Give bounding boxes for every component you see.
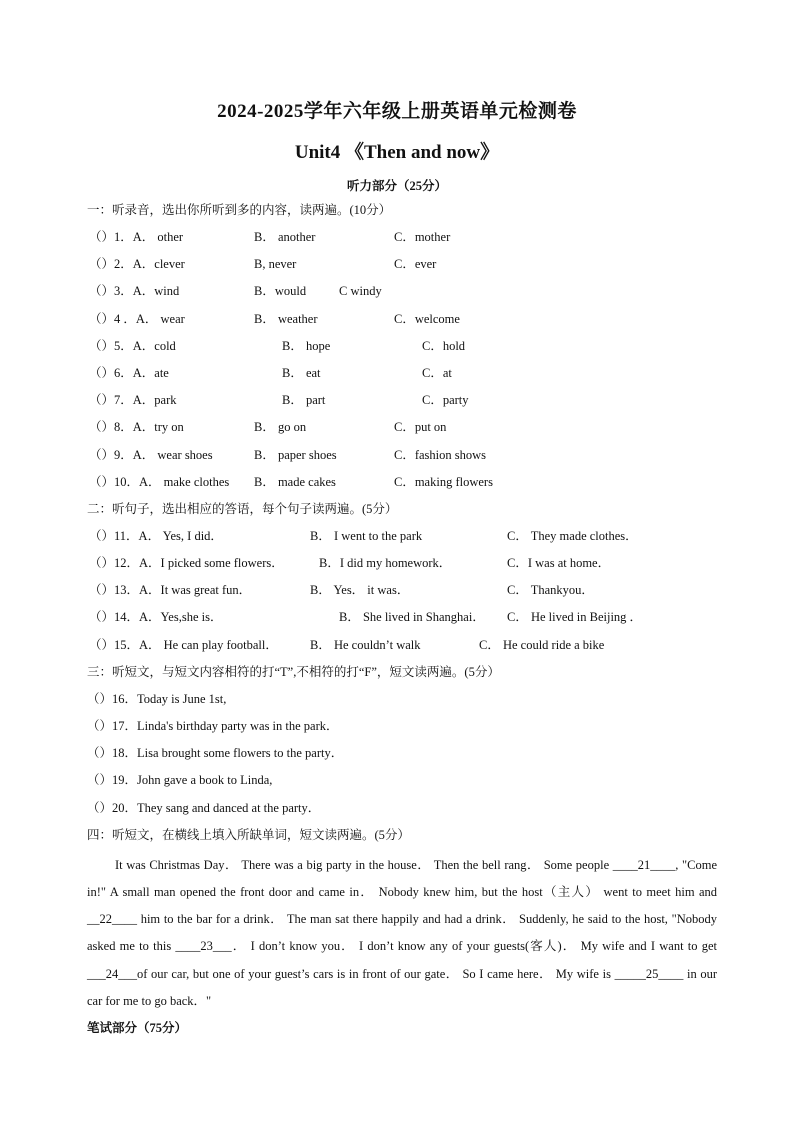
question-option-b: B． eat	[282, 365, 321, 380]
written-part-heading: 笔试部分（75分）	[87, 1021, 188, 1035]
question-row	[87, 336, 717, 363]
question-option-b: B． go on	[254, 420, 307, 435]
question-row	[87, 363, 717, 390]
question-option-a: （）8．A．try on	[89, 420, 184, 435]
question-option-b: B． made cakes	[254, 474, 336, 489]
question-option-b: B, never	[254, 257, 297, 272]
question-row	[87, 553, 717, 580]
question-option-b: B． paper shoes	[254, 447, 337, 462]
section-1-heading: 一：听录音，选出你所听到多的内容，读两遍。(10分）	[87, 203, 392, 217]
exam-content	[87, 200, 717, 1015]
question-option-c: C．fashion shows	[394, 447, 487, 462]
listening-part-heading: 听力部分（25分）	[346, 179, 447, 193]
question-option-b: B． part	[282, 393, 326, 408]
question-row	[87, 254, 717, 281]
question-option-c: C．welcome	[394, 311, 460, 326]
question-option-a: （）15．A． He can play football．	[89, 637, 278, 652]
question-row	[87, 227, 717, 254]
question-option-b: B． She lived in Shanghai．	[339, 610, 485, 625]
question-row	[87, 445, 717, 472]
question-option-c: C． He lived in Beijing ．	[507, 610, 643, 625]
question-option-b: B． I went to the park	[310, 528, 423, 543]
unit-title: Unit4 《Then and now》	[294, 142, 500, 163]
statement-row: （）17．Linda's birthday party was in the park．	[87, 719, 339, 733]
statement-row: （）19．John gave a book to Linda,	[87, 773, 273, 788]
question-option-b: B． weather	[254, 311, 318, 326]
question-option-c: C．hold	[422, 338, 466, 353]
question-option-a: （）13．A．It was great fun．	[89, 583, 252, 598]
statement-row: （）18．Lisa brought some flowers to the party．	[87, 746, 344, 761]
question-row	[87, 526, 717, 553]
question-option-b: B．would	[254, 284, 307, 299]
question-option-c: C．making flowers	[394, 474, 493, 489]
question-row	[87, 309, 717, 336]
statement-row: （）16．Today is June 1st,	[87, 691, 227, 706]
question-option-c: C．put on	[394, 420, 447, 435]
question-option-a: （）7．A．park	[89, 393, 177, 408]
section-3-heading: 三：听短文，与短文内容相符的打“T”,不相符的打“F”，短文读两遍。(5分）	[87, 664, 500, 679]
question-option-b: B． Yes． it was．	[310, 583, 410, 598]
question-row	[87, 417, 717, 444]
question-option-a: （）12．A．I picked some flowers．	[89, 556, 284, 571]
question-option-b: B．I did my homework．	[319, 556, 452, 571]
question-option-a: （）1．A． other	[89, 230, 184, 244]
question-option-a: （）3．A．wind	[89, 284, 180, 299]
document-title: 2024-2025学年六年级上册英语单元检测卷	[217, 101, 577, 122]
question-option-b: B． hope	[282, 338, 331, 353]
question-option-a: （）6．A．ate	[89, 365, 169, 380]
statement-row: （）20．They sang and danced at the party．	[87, 800, 321, 815]
cloze-passage: It was Christmas Day． There was a big party in the house． Then the bell rang． Some people ____21____, "Come in!" A small man opened the front door and came in． Nobody knew him, but the host（主人） went to meet him and __22____ him to the bar for a drink． The man sat there happily and had a drink． Suddenly, he said to the host, "Nobody asked me to this ____23___． I don’t know you． I don’t know any of your guests(客人)． My wife and I want to get ___24___of our car, but one of your guest’s cars is in front of our gate． So I came here． My wife is _____25____ in our car for me to go back．"	[87, 857, 717, 1008]
question-row	[87, 472, 717, 499]
section-4-heading: 四：听短文，在横线上填入所缺单词，短文读两遍。(5分）	[87, 827, 410, 842]
question-option-a: （）9．A． wear shoes	[89, 447, 213, 462]
question-option-c: C．I was at home．	[507, 556, 611, 571]
question-option-a: （）10．A． make clothes	[89, 474, 230, 489]
question-option-b: B． another	[254, 230, 316, 244]
question-row	[87, 281, 717, 308]
question-row	[87, 607, 717, 634]
question-option-c: C． He could ride a bike	[479, 637, 605, 652]
question-option-c: C windy	[339, 284, 382, 299]
question-option-c: C． Thankyou．	[507, 583, 594, 598]
question-row	[87, 390, 717, 417]
question-option-a: （）2．A．clever	[89, 257, 185, 272]
question-option-c: C．mother	[394, 230, 451, 244]
question-option-c: C． They made clothes．	[507, 528, 638, 543]
question-option-a: （）4 ．A． wear	[89, 311, 185, 326]
question-option-c: C．at	[422, 365, 452, 380]
question-option-c: C．ever	[394, 257, 437, 272]
section-2-heading: 二：听句子，选出相应的答语，每个句子读两遍。(5分）	[87, 501, 398, 516]
question-option-a: （）14．A．Yes,she is．	[89, 610, 223, 625]
question-row	[87, 580, 717, 607]
question-option-a: （）5．A．cold	[89, 338, 176, 353]
question-option-b: B． He couldn’t walk	[310, 637, 421, 652]
question-option-c: C．party	[422, 393, 469, 408]
question-row	[87, 635, 717, 662]
question-option-a: （）11．A． Yes, I did．	[89, 528, 223, 543]
